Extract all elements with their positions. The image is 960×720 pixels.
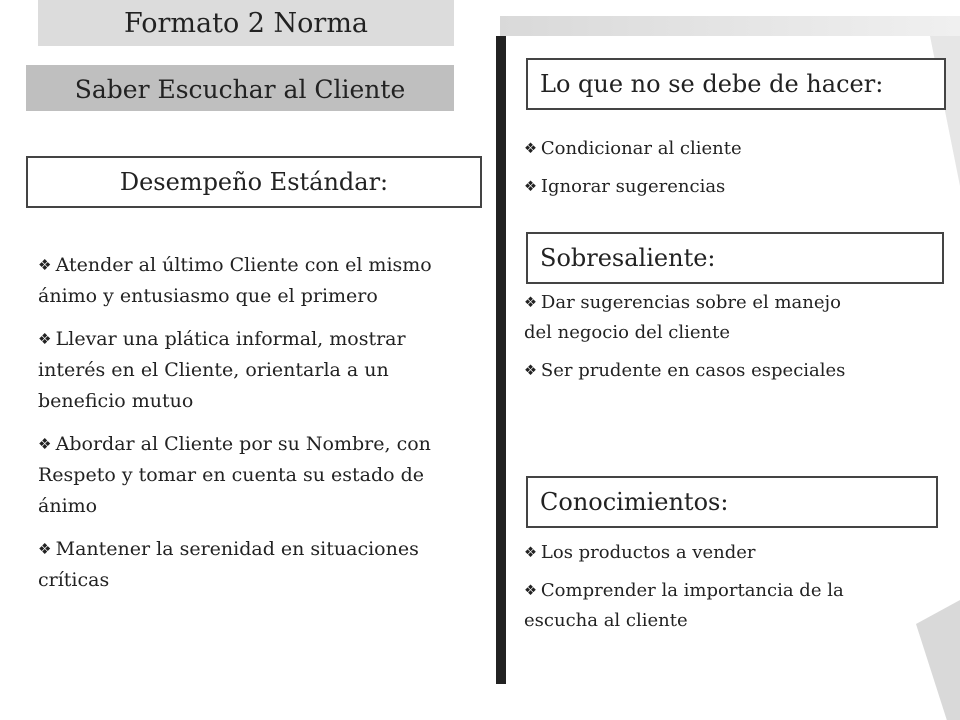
- decorative-top-band: [500, 16, 960, 36]
- list-item: [38, 429, 458, 522]
- diamond-bullet-icon: ❖: [524, 179, 537, 195]
- diamond-bullet-icon: ❖: [38, 435, 52, 453]
- column-divider: [496, 36, 506, 684]
- diamond-bullet-icon: ❖: [524, 583, 537, 599]
- diamond-bullet-icon: ❖: [38, 256, 52, 274]
- list-item-text: Condicionar al cliente: [540, 138, 742, 159]
- sobresaliente-list: [524, 288, 864, 394]
- slide-subheader: Saber Escuchar al Cliente: [74, 75, 406, 104]
- desempeno-estandar-list: [38, 250, 458, 608]
- list-item: [38, 324, 458, 417]
- list-item: [38, 534, 458, 596]
- list-item: [524, 288, 864, 348]
- list-item-text: Los productos a vender: [540, 542, 756, 563]
- list-item: [524, 576, 854, 636]
- list-item: [524, 356, 864, 386]
- diamond-bullet-icon: ❖: [38, 540, 52, 558]
- slide-header: Formato 2 Norma: [123, 8, 369, 39]
- list-item-text: Mantener la serenidad en situaciones críticas: [38, 538, 419, 591]
- list-item-text: Dar sugerencias sobre el manejo del negocio del cliente: [524, 292, 841, 343]
- diamond-bullet-icon: ❖: [524, 141, 537, 157]
- desempeno-estandar-title: Desempeño Estándar:: [26, 156, 482, 208]
- conocimientos-list: [524, 538, 854, 644]
- diamond-bullet-icon: ❖: [38, 330, 52, 348]
- diamond-bullet-icon: ❖: [524, 295, 537, 311]
- decorative-bottom-wedge: [916, 600, 960, 720]
- list-item-text: Llevar una plática informal, mostrar interés en el Cliente, orientarla a un beneficio mutuo: [38, 328, 406, 412]
- list-item-text: Abordar al Cliente por su Nombre, con Respeto y tomar en cuenta su estado de ánimo: [38, 433, 431, 517]
- diamond-bullet-icon: ❖: [524, 363, 537, 379]
- list-item: [524, 134, 924, 164]
- list-item: [38, 250, 458, 312]
- no-hacer-list: [524, 134, 924, 210]
- no-hacer-title: Lo que no se debe de hacer:: [526, 58, 946, 110]
- conocimientos-title: Conocimientos:: [526, 476, 938, 528]
- sobresaliente-title: Sobresaliente:: [526, 232, 944, 284]
- list-item-text: Comprender la importancia de la escucha al cliente: [524, 580, 844, 631]
- list-item-text: Ignorar sugerencias: [540, 176, 726, 197]
- list-item: [524, 172, 924, 202]
- list-item-text: Atender al último Cliente con el mismo ánimo y entusiasmo que el primero: [38, 254, 432, 307]
- list-item: [524, 538, 854, 568]
- list-item-text: Ser prudente en casos especiales: [540, 360, 846, 381]
- diamond-bullet-icon: ❖: [524, 545, 537, 561]
